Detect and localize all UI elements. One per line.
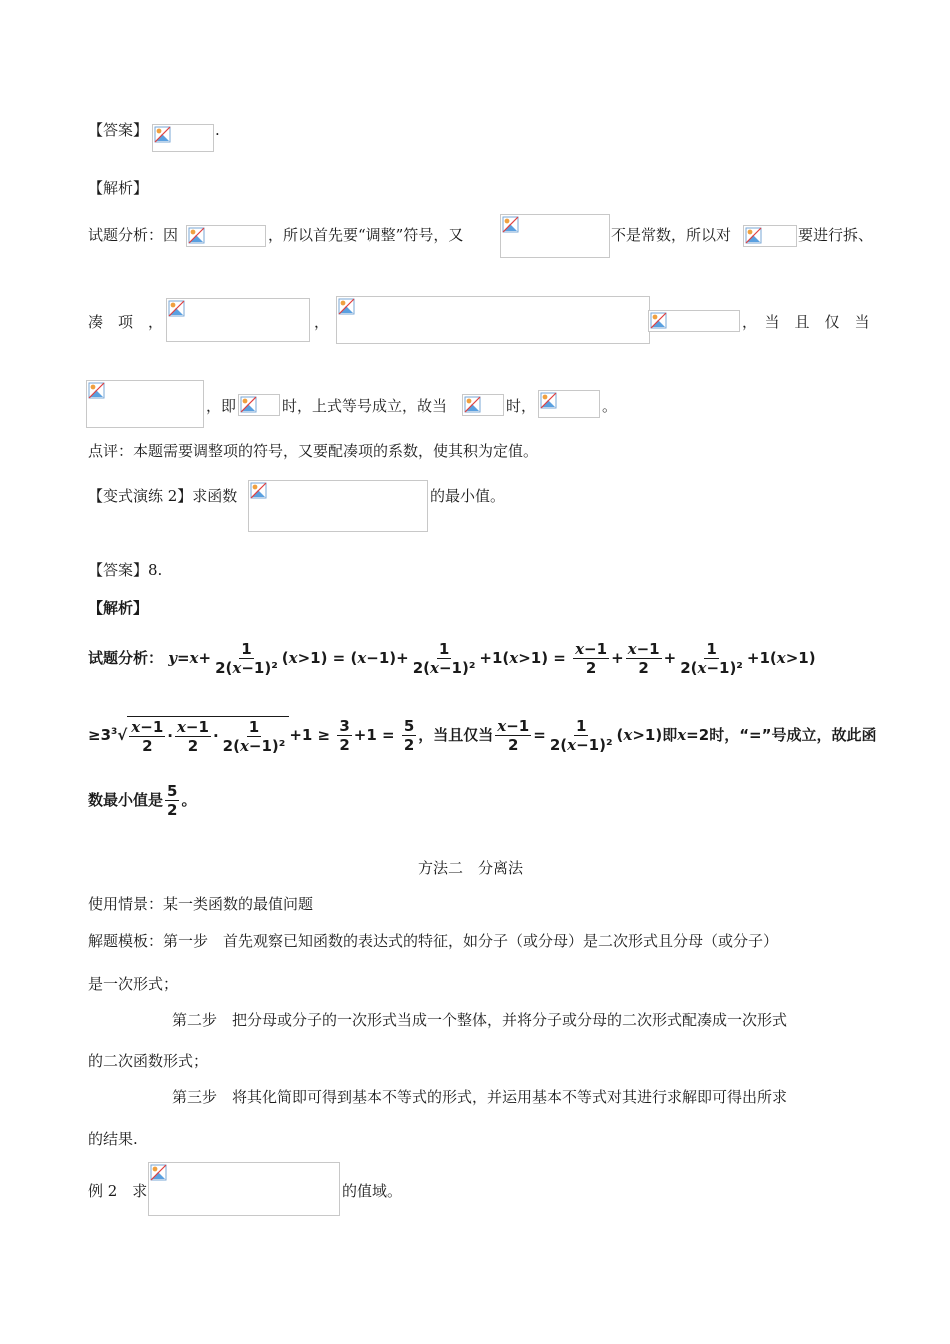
- comment-text: 点评：本题需要调整项的符号，又要配凑项的系数，使其积为定值。: [88, 442, 539, 460]
- analysis-text-1: 试题分析：因: [88, 226, 179, 244]
- method-title: 方法二 分离法: [418, 859, 524, 877]
- formula-image: [648, 310, 740, 332]
- example-text-1: 例 2 求: [88, 1182, 148, 1200]
- method-template-l1: 解题模板：第一步 首先观察已知函数的表达式的特征，如分子（或分母）是二次形式且分母（或分子）: [88, 932, 779, 950]
- broken-image-icon: [168, 300, 185, 317]
- broken-image-icon: [88, 382, 105, 399]
- formula-image: [86, 380, 204, 428]
- broken-image-icon: [188, 227, 205, 244]
- formula-image: [186, 225, 266, 247]
- method-template-l2: 是一次形式；: [88, 975, 179, 993]
- method-step3-l1: 第三步 将其化简即可得到基本不等式的形式，并运用基本不等式对其进行求解即可得出所求: [172, 1088, 788, 1106]
- broken-image-icon: [464, 396, 481, 413]
- analysis-text-3: 不是常数，所以对: [611, 226, 732, 244]
- broken-image-icon: [154, 126, 171, 143]
- formula-image: [500, 214, 610, 258]
- analysis-text-10: 时，: [506, 397, 537, 415]
- broken-image-icon: [650, 312, 667, 329]
- variant-text-2: 的最小值。: [430, 487, 506, 505]
- analysis-text-6: ，: [314, 313, 330, 331]
- formula-image: [336, 296, 650, 344]
- analysis-text-5: 凑 项 ，: [88, 313, 164, 331]
- math-line-3: 数最小值是 $\frac{5}{2}$ 。: [88, 782, 197, 819]
- analysis-text-4: 要进行拆、: [798, 226, 874, 244]
- example-text-2: 的值域。: [342, 1182, 403, 1200]
- answer-label: 【答案】: [88, 121, 149, 139]
- method-step3-l2: 的结果.: [88, 1130, 138, 1148]
- method-step2-l1: 第二步 把分母或分子的一次形式当成一个整体，并将分子或分母的二次形式配凑成一次形式: [172, 1011, 788, 1029]
- math-line-2: $\ge 3^3√$ $\frac{x-1}{2}$ · $\frac{x-1}{2}$ · $\frac{1}{\text{2(x−1)²}}$ +1 ≥ $\frac{3}{2}$ +1 = $\frac{5}{2}$ ，当且仅当 $\frac{x-1}{2}$ = $\frac{1}{\text{2(x−1)²}}$ (x>1)即x=2时，“=”号成立，故此函: [88, 717, 877, 755]
- formula-image: [462, 394, 504, 416]
- formula-image: [238, 394, 280, 416]
- analysis-heading: 【解析】: [88, 179, 149, 197]
- broken-image-icon: [338, 298, 355, 315]
- method-scenario: 使用情景：某一类函数的最值问题: [88, 895, 314, 913]
- method-step2-l2: 的二次函数形式；: [88, 1052, 209, 1070]
- formula-image: [538, 390, 600, 418]
- formula-image: [166, 298, 310, 342]
- analysis2-line3-end: 。: [181, 791, 197, 809]
- analysis-text-9: 时，上式等号成立，故当: [282, 397, 448, 415]
- broken-image-icon: [240, 396, 257, 413]
- analysis2-prefix: 试题分析：: [88, 649, 164, 667]
- broken-image-icon: [250, 482, 267, 499]
- formula-image: [248, 480, 428, 532]
- analysis2-line3: 数最小值是: [88, 791, 164, 809]
- formula-image: [148, 1162, 340, 1216]
- analysis-text-8: ，即: [206, 397, 237, 415]
- broken-image-icon: [502, 216, 519, 233]
- broken-image-icon: [150, 1164, 167, 1181]
- analysis-text-11: 。: [602, 397, 618, 415]
- broken-image-icon: [540, 392, 557, 409]
- answer-period: .: [215, 121, 220, 139]
- analysis-text-2: ，所以首先要“调整”符号，又: [268, 226, 464, 244]
- analysis2-tail: 时，“=”号成立，故此函: [709, 726, 877, 744]
- answer2-text: 【答案】8.: [88, 561, 163, 579]
- formula-image: [743, 225, 797, 247]
- variant-text-1: 【变式演练 2】求函数: [88, 487, 238, 505]
- analysis2-mid2: 即: [662, 726, 678, 744]
- analysis2-heading: 【解析】: [88, 599, 149, 617]
- math-line-1: 试题分析： y=x+ $\frac{1}{\text{2(x−1)²}}$ (x>1) = (x−1)+ $\frac{1}{\text{2(x−1)²}}$ +1(x>1) = $\frac{x-1}{2}$ + $\frac{x-1}{2}$ + $\frac{1}{\text{2(x−1)²}}$ +1(x>1): [88, 640, 816, 677]
- broken-image-icon: [745, 227, 762, 244]
- analysis-text-7: ， 当 且 仅 当: [742, 313, 870, 331]
- analysis2-mid: ，当且仅当: [418, 726, 494, 744]
- answer-formula-image: [152, 124, 214, 152]
